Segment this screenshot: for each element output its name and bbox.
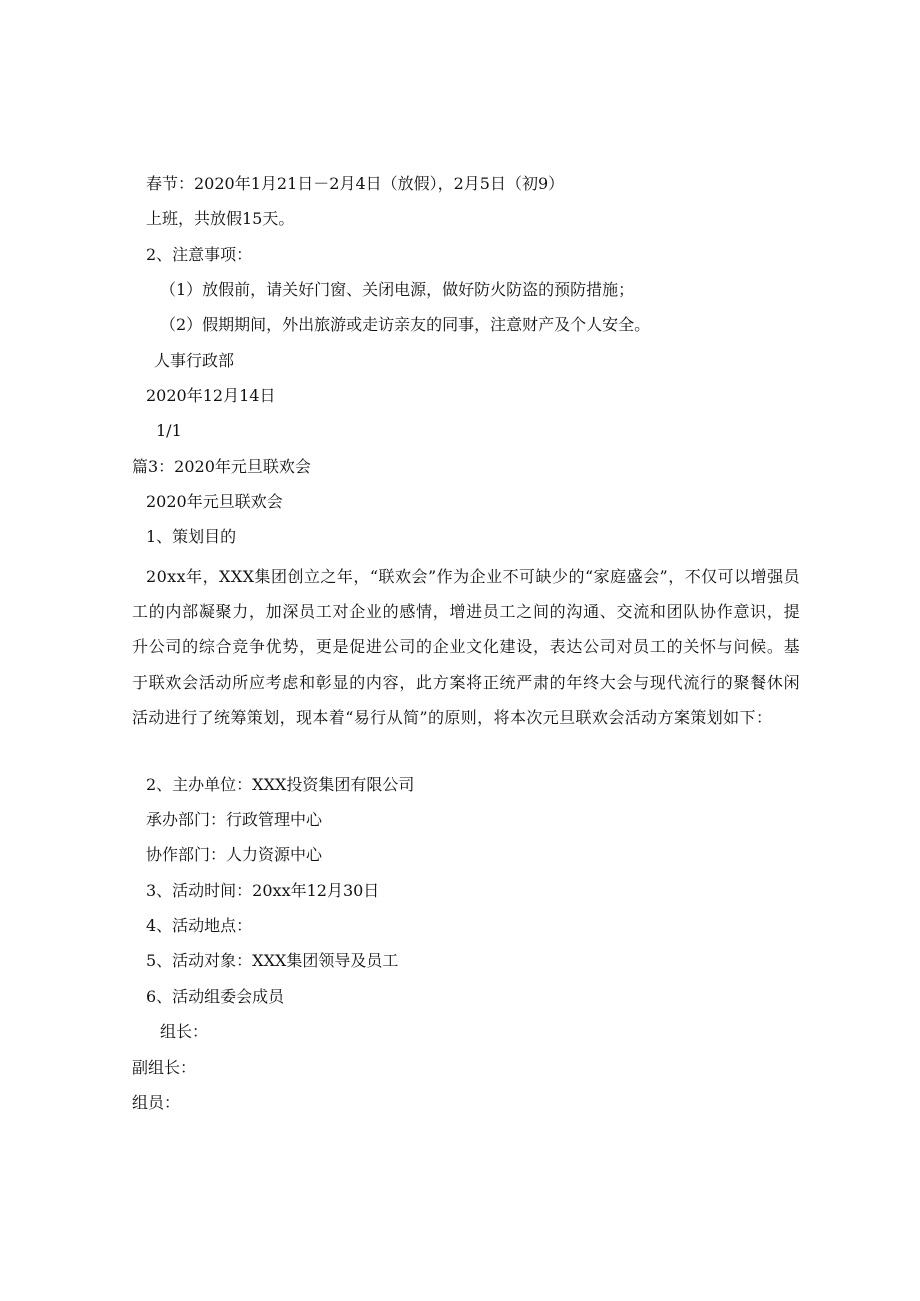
signature-date: 2020年12月14日 bbox=[146, 386, 276, 405]
event-time-line: 3、活动时间：20xx年12月30日 bbox=[146, 881, 380, 900]
purpose-paragraph: 20xx年，XXX集团创立之年，“联欢会”作为企业不可缺少的“家庭盛会”，不仅可以增强员工的内部凝聚力，加深员工对企业的感情，增进员工之间的沟通、交流和团队协作意识，提升公司的综合竞争优势，更是促进公司的企业文化建设，表达公司对员工的关怀与问候。基于联欢会活动所应考虑和彰显的内容，此方案将正统严肃的年终大会与现代流行的聚餐休闲活动进行了统筹策划，现本着“易行从简”的原则，将本次元旦联欢会活动方案策划如下： bbox=[132, 567, 800, 727]
section-title: 篇3：2020年元旦联欢会 bbox=[132, 457, 311, 476]
committee-heading: 6、活动组委会成员 bbox=[146, 987, 285, 1006]
document-title: 2020年元旦联欢会 bbox=[146, 492, 283, 511]
organizer-line: 2、主办单位：XXX投资集团有限公司 bbox=[146, 775, 415, 794]
event-place-line: 4、活动地点： bbox=[146, 916, 253, 935]
members-line: 组员： bbox=[132, 1093, 181, 1112]
note-item-1: （1）放假前，请关好门窗、关闭电源，做好防火防盗的预防措施； bbox=[160, 280, 635, 299]
department-signature: 人事行政部 bbox=[154, 351, 235, 370]
note-item-2: （2）假期期间，外出旅游或走访亲友的同事，注意财产及个人安全。 bbox=[160, 315, 651, 334]
notes-heading: 2、注意事项： bbox=[146, 245, 253, 264]
assist-department-line: 协作部门：人力资源中心 bbox=[146, 845, 323, 864]
event-target-line: 5、活动对象：XXX集团领导及员工 bbox=[146, 951, 399, 970]
return-work-line: 上班，共放假15天。 bbox=[146, 209, 295, 228]
leader-line: 组长： bbox=[160, 1022, 209, 1041]
spring-festival-line: 春节：2020年1月21日－2月4日（放假），2月5日（初9） bbox=[146, 174, 565, 193]
page-number: 1/1 bbox=[156, 421, 182, 440]
vice-leader-line: 副组长： bbox=[132, 1058, 197, 1077]
purpose-heading: 1、策划目的 bbox=[146, 527, 237, 546]
host-department-line: 承办部门：行政管理中心 bbox=[146, 810, 323, 829]
